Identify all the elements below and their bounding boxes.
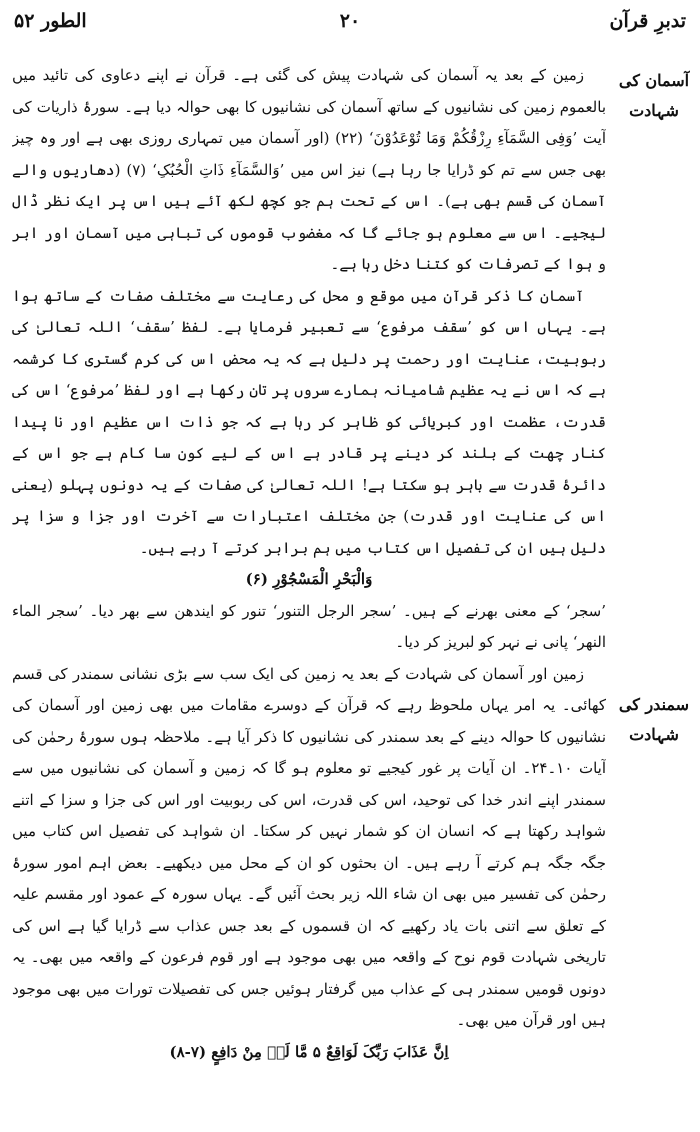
paragraph: آسمان کا ذکر قرآن میں موقع و محل کی رعایت سے مختلف صفات کے ساتھ ہوا ہے۔ یہاں اس کو ’سقف مرفوع‘ سے تعبیر فرمایا ہے۔ لفظ ’سقف‘ اللہ تعالیٰ کی ربوبیت، عنایت اور رحمت پر دلیل ہے کہ یہ محض اس کی کرم گستری کا کرشمہ ہے کہ اس نے یہ عظیم شامیانہ ہمارے سروں پر تان رکھا ہے اور لفظ ’مرفوع‘ اس کی قدرت، عظمت اور کبریائی کو ظاہر کر رہا ہے کہ جو ذات اس عظیم اور نا پیدا کنار چھت کے بلند کر دینے پر قادر ہے اس کے لیے کون سا کام ہے جو اس کے دائرۂ قدرت سے باہر ہو سکتا ہے! اللہ تعالیٰ کی صفات کے یہ دونوں پہلو (یعنی اس کی عنایت اور قدرت) جن مختلف اعتبارات سے آخرت اور جزا و سزا پر دلیل ہیں ان کی تفصیل اس کتاب میں ہم برابر کرتے آ رہے ہیں۔ — [12, 286, 606, 557]
paragraph: ’سجر‘ کے معنی بھرنے کے ہیں۔ ’سجر الرجل التنور‘ تنور کو ایندھن سے بھر دیا۔ ’سجر الماء النھر‘ پانی نے نہر کو لبریز کر دیا۔ — [12, 601, 606, 651]
margin-note-sea-testimony: سمندر کی شہادت — [618, 695, 690, 744]
verse: اِنَّ عَذَابَ رَبِّکَ لَوَاقِعٌ ۵ مَّا لَہٗ مِنْ دَافِعٍ (۷-۸) — [169, 1042, 449, 1061]
paragraph: زمین اور آسمان کی شہادت کے بعد یہ زمین کی ایک سب سے بڑی نشانی سمندر کی قسم کھائی۔ یہ امر یہاں ملحوظ رہے کہ قرآن کے دوسرے مقامات میں بھی زمین اور آسمان کی نشانیوں کا حوالہ دینے کے بعد سمندر کی نشانیوں کا ذکر آیا ہے۔ ملاحظہ ہوں سورۂ رحمٰن کی آیات ۱۰۔۲۴۔ ان آیات پر غور کیجیے تو معلوم ہو گا کہ زمین و آسمان کی نشانیوں میں سے سمندر اپنے اندر خدا کی توحید، اس کی قدرت، اس کی ربوبیت اور اس کی جزا و سزا کے اتنے شواہد رکھتا ہے کہ انسان ان کو شمار نہیں کر سکتا۔ ان شواہد کی تفصیل اس کتاب میں جگہ جگہ ہم کرتے آ رہے ہیں۔ ان بحثوں کو ان کے محل میں دیکھیے۔ بعض اہم امور سورۂ رحمٰن کی تفسیر میں بھی ان شاء اللہ زیر بحث آئیں گے۔ یہاں سورہ کے عمود اور مقسم علیہ کے تعلق سے اتنی بات یاد رکھیے کہ ان قسموں کے بعد جس عذاب سے ڈرایا گیا ہے اس کی تاریخی شہادت قوم نوح کے واقعہ میں بھی موجود ہے اور قوم فرعون کے واقعہ میں بھی۔ یہ دونوں قومیں سمندر ہی کے عذاب میں گرفتار ہوئیں جس کی تفصیلات تورات میں بھی موجود ہیں اور قرآن میں بھی۔ — [12, 664, 606, 1029]
paragraph: زمین کے بعد یہ آسمان کی شہادت پیش کی گئی ہے۔ قرآن نے اپنے دعاوی کی تائید میں بالعموم زمین کی نشانیوں کے ساتھ آسمان کی نشانیوں کا بھی حوالہ دیا ہے۔ سورۂ ذاریات کی آیت ’وَفِی السَّمَآءِ رِزْقُکُمْ وَمَا تُوْعَدُوْنَ‘ (۲۲) (اور آسمان میں تمہاری روزی بھی ہے اور وہ چیز بھی جس سے تم کو ڈرایا جا رہا ہے) نیز اس میں ’وَالسَّمَآءِ ذَاتِ الْحُبُکِ‘ (۷) (دھاریوں والے آسمان کی قسم بھی ہے)۔ اس کے تحت ہم جو کچھ لکھ آئے ہیں اس پر ایک نظر ڈال لیجیے۔ اس سے معلوم ہو جائے گا کہ مغضوب قوموں کی تباہی میں آسمان اور ابر و ہوا کے تصرفات کو کتنا دخل رہا ہے۔ — [12, 66, 606, 273]
page-number: ۲۰ — [339, 10, 361, 32]
page-body — [12, 60, 606, 1120]
verse: وَالْبَحْرِ الْمَسْجُوْرِ (۶) — [245, 570, 373, 588]
margin-note-sky-testimony: آسمان کی شہادت — [618, 71, 690, 120]
surah-name: الطور ۵۲ — [14, 10, 87, 32]
page-header — [14, 10, 686, 42]
book-title: تدبرِ قرآن — [609, 10, 686, 32]
